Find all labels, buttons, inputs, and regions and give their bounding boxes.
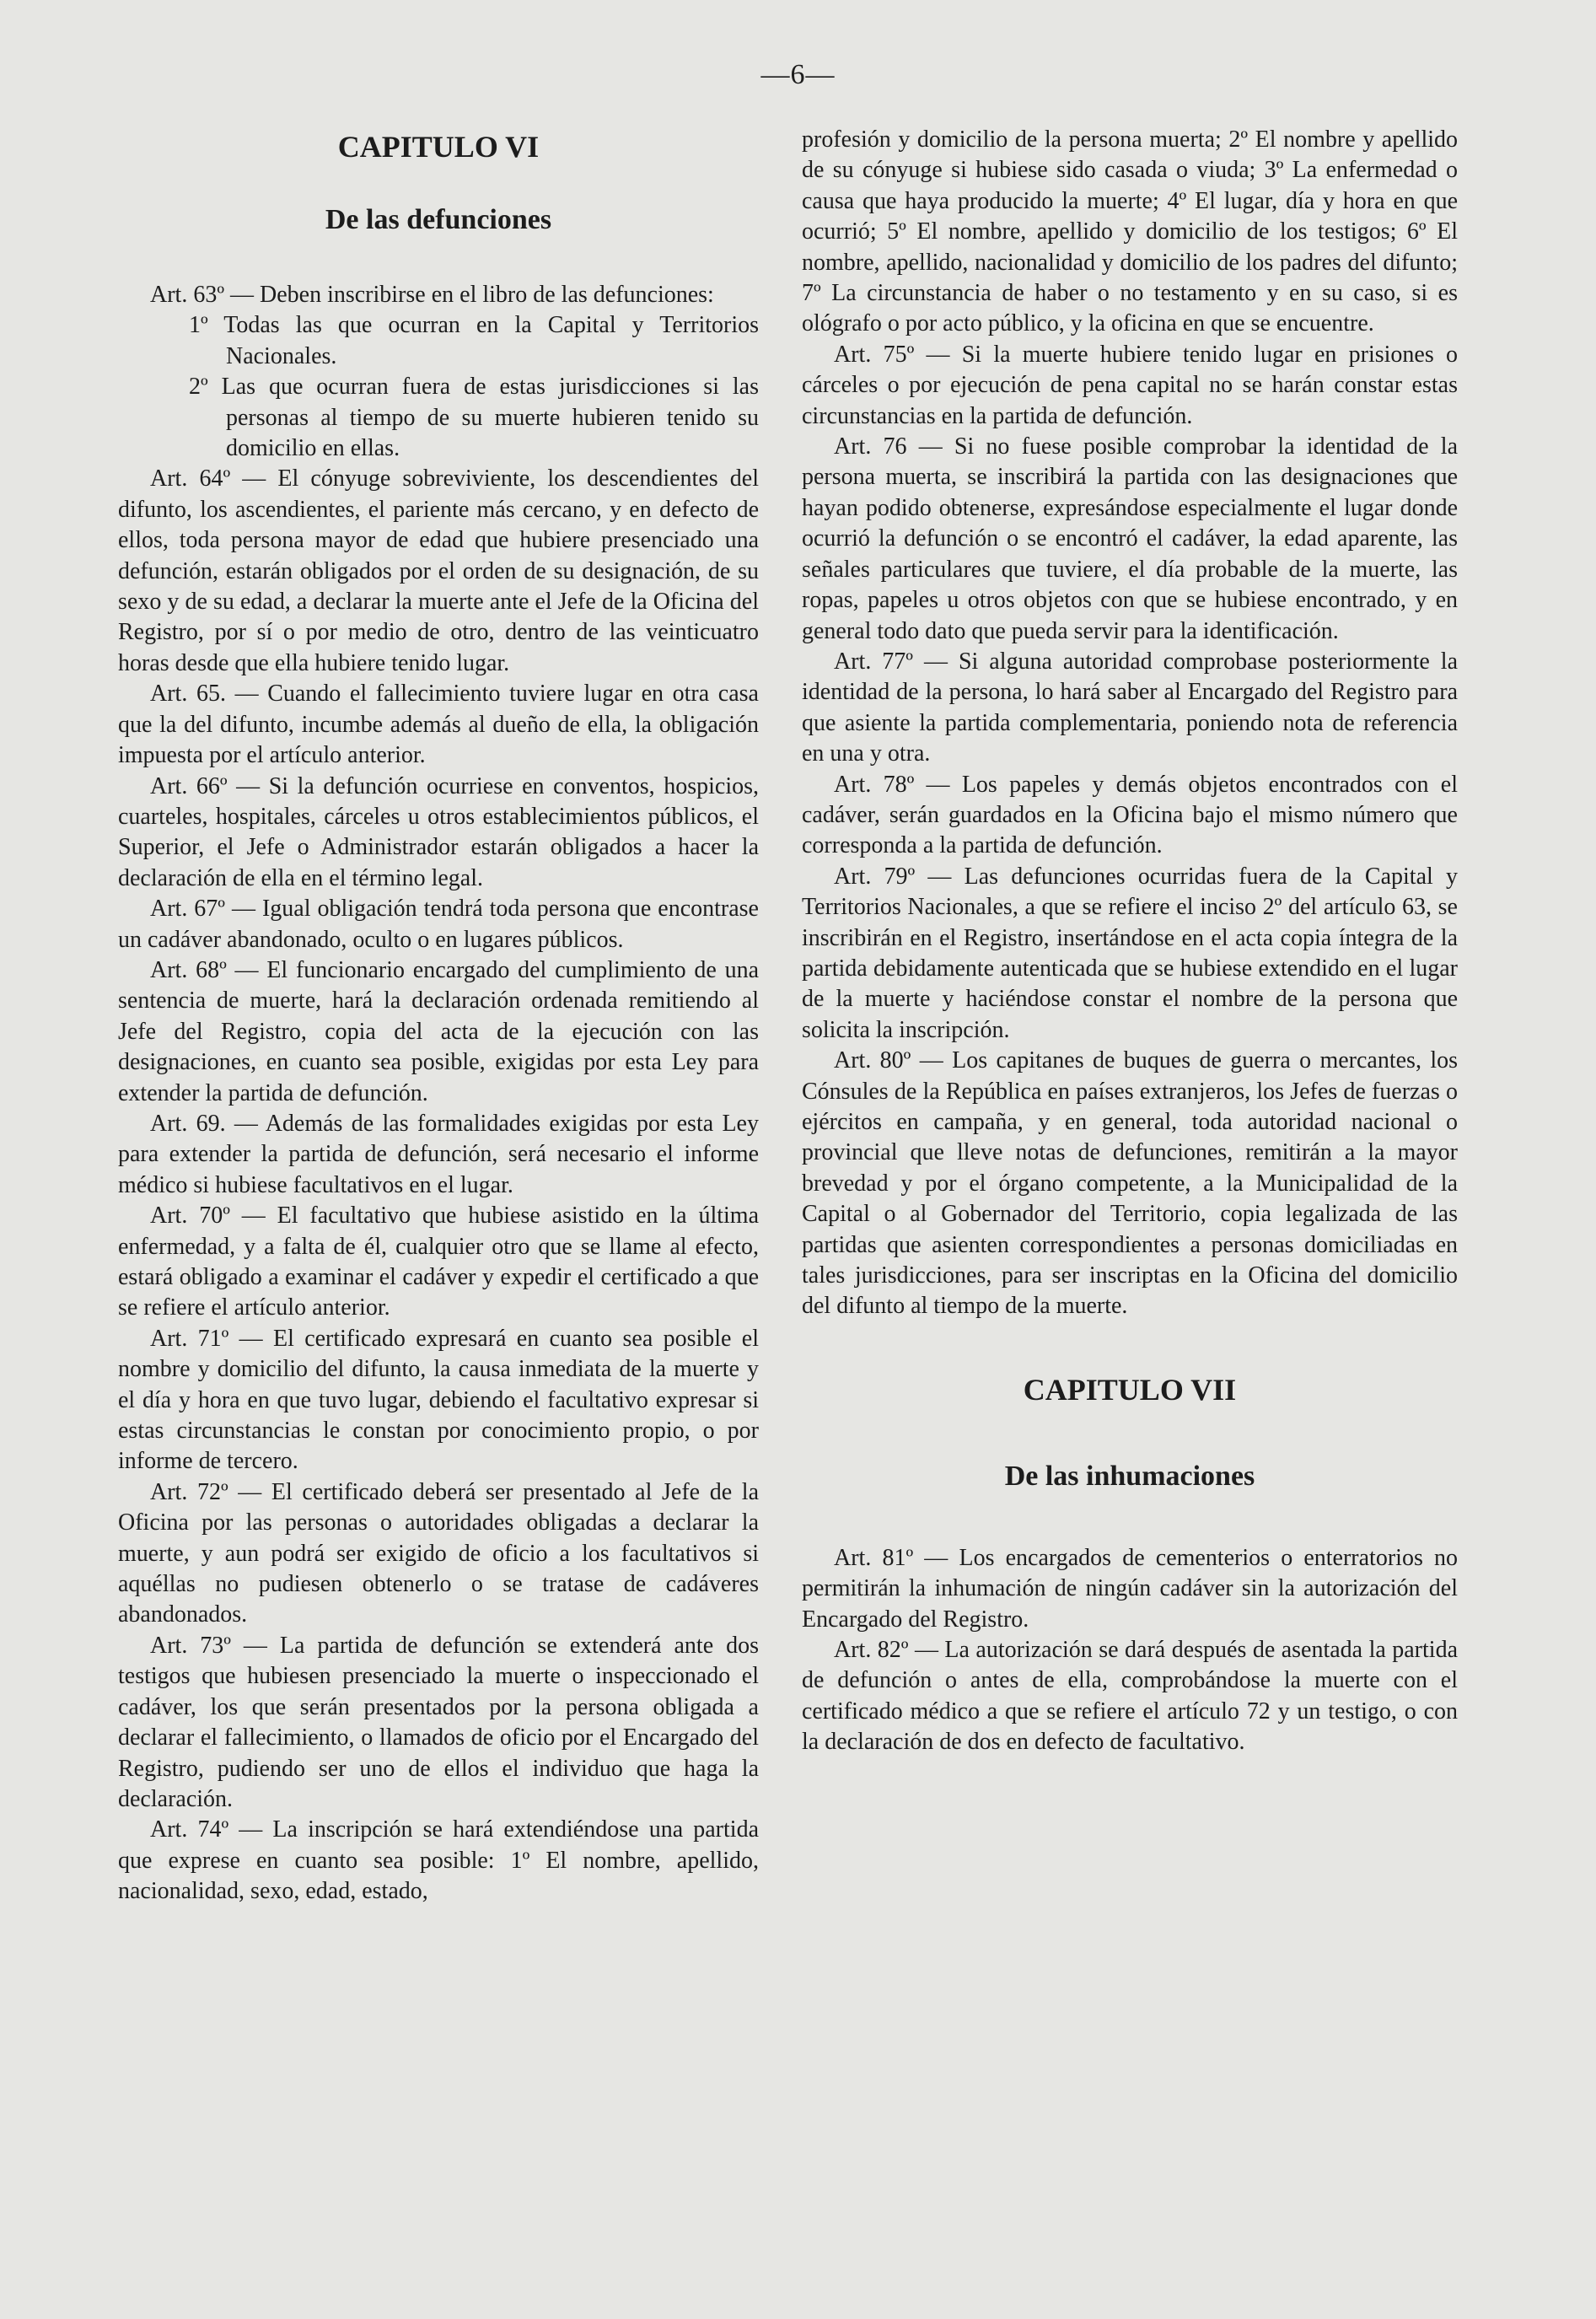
left-column [118, 125, 759, 1907]
article-paragraph: Art. 79º — Las defunciones ocurridas fuera de la Capital y Territorios Nacionales, a que se refiere el inciso 2º del artículo 63, se inscribirán en el Registro, insertándose en el acta copia íntegra de la partida debidamente autenticada que se hubiese extendido en el lugar de la muerte y haciéndose constar el nombre de la persona que solicita la inscripción. [802, 863, 1458, 1043]
article-paragraph: Art. 64º — El cónyuge sobreviviente, los descendientes del difunto, los ascendientes, el pariente más cercano, y en defecto de ellos, toda persona mayor de edad que hubiere presenciado una defunción, estarán obligados por el orden de su designación, de su sexo y de su edad, a declarar la muerte ante el Jefe de la Oficina del Registro, por sí o por medio de otro, dentro de las veinticuatro horas desde que ella hubiere tenido lugar. [118, 465, 759, 676]
chapter-title: CAPITULO VI [337, 130, 540, 164]
article-paragraph: Art. 65. — Cuando el fallecimiento tuviere lugar en otra casa que la del difunto, incumbe además al dueño de ella, la obligación impuesta por el artículo anterior. [118, 681, 759, 769]
article-63-lead: Art. 63º — Deben inscribirse en el libro de las defunciones: [150, 282, 714, 308]
article-paragraph: Art. 82º — La autorización se dará después de asentada la partida de defunción o antes de ella, comprobándose la muerte con el certificado médico a que se refiere el artículo 72 y un testigo, o con la declaración de dos en defecto de facultativo. [802, 1637, 1458, 1756]
article-paragraph: Art. 75º — Si la muerte hubiere tenido lugar en prisiones o cárceles o por ejecución de pena capital no se harán constar estas circunstancias en la partida de defunción. [802, 341, 1458, 429]
article-paragraph: Art. 66º — Si la defunción ocurriese en conventos, hospicios, cuarteles, hospitales, cárceles u otros establecimientos públicos, el Superior, el Jefe o Administrador estarán obligados a hacer la declaración de ella en el término legal. [118, 772, 759, 891]
article-paragraph: Art. 76 — Si no fuese posible comprobar la identidad de la persona muerta, se inscribirá la partida con las designaciones que hayan podido obtenerse, expresándose especialmente el lugar donde ocurrió la defunción o se encontró el cadáver, la edad aparente, las señales particulares que tuviere, el día probable de la muerte, las ropas, papeles u otros objetos con que se hubiese encontrado, y en general todo dato que pueda servir para la identificación. [802, 433, 1458, 644]
article-63-item: 2º Las que ocurran fuera de estas jurisdicciones si las personas al tiempo de su muerte hubieren tenido su domicilio en ellas. [189, 374, 759, 462]
article-paragraph: Art. 72º — El certificado deberá ser presentado al Jefe de la Oficina por las personas o autoridades obligadas a declarar la muerte, y aun podrá ser exigido de oficio a los facultativos si aquéllas no pudiesen obtenerlo o se tratase de cadáveres abandonados. [118, 1478, 759, 1628]
article-paragraph: Art. 69. — Además de las formalidades exigidas por esta Ley para extender la partida de defunción, será necesario el informe médico si hubiese facultativos en el lugar. [118, 1110, 759, 1198]
article-paragraph: Art. 74º — La inscripción se hará extendiéndose una partida que exprese en cuanto sea posible: 1º El nombre, apellido, nacionalidad, sexo, edad, estado, [118, 1816, 759, 1905]
section-title: De las defunciones [325, 204, 552, 235]
right-column [802, 125, 1458, 1758]
article-paragraph: Art. 70º — El facultativo que hubiese asistido en la última enfermedad, y a falta de él, cualquier otro que se llame al efecto, estará obligado a examinar el cadáver y expedir el certificado a que se refiere el artículo anterior. [118, 1203, 759, 1321]
page-number: —6— [760, 59, 836, 90]
article-paragraph: Art. 71º — El certificado expresará en cuanto sea posible el nombre y domicilio del difunto, la causa inmediata de la muerte y el día y hora en que tuvo lugar, debiendo el facultativo expresar si estas circunstancias le constan por conocimiento propio, o por informe de tercero. [118, 1325, 759, 1475]
article-paragraph: Art. 77º — Si alguna autoridad comprobase posteriormente la identidad de la persona, lo hará saber al Encargado del Registro para que asiente la partida complementaria, poniendo nota de referencia en una y otra. [802, 648, 1458, 767]
article-paragraph: Art. 68º — El funcionario encargado del cumplimiento de una sentencia de muerte, hará la declaración ordenada remitiendo al Jefe del Registro, copia del acta de la ejecución con las designaciones, en cuanto sea posible, exigidas por esta Ley para extender la partida de defunción. [118, 956, 759, 1106]
section-title: De las inhumaciones [1004, 1460, 1255, 1492]
article-paragraph: Art. 80º — Los capitanes de buques de guerra o mercantes, los Cónsules de la República en países extranjeros, los Jefes de fuerzas o ejércitos en campaña, y en general, toda autoridad nacional o provincial que lleve notas de defunciones, remitirán a la mayor brevedad y por el órgano competente, a la Municipalidad de la Capital o al Gobernador del Territorio, copia legalizada de las partidas que asienten correspondientes a personas domiciliadas en tales jurisdicciones, para ser inscriptas en la Oficina del domicilio del difunto al tiempo de la muerte. [802, 1047, 1458, 1320]
article-paragraph: Art. 73º — La partida de defunción se extenderá ante dos testigos que hubiesen presenciado la muerte o inspeccionado el cadáver, los que serán presentados por la persona obligada a declarar el fallecimiento, o llamados de oficio por el Encargado del Registro, pudiendo ser uno de ellos el individuo que haga la declaración. [118, 1632, 759, 1812]
chapter-title: CAPITULO VII [1023, 1372, 1237, 1407]
continued-paragraph: profesión y domicilio de la persona muerta; 2º El nombre y apellido de su cónyuge si hubiese sido casada o viuda; 3º La enfermedad o causa que haya producido la muerte; 4º El lugar, día y hora en que ocurrió; 5º El nombre, apellido y domicilio de los testigos; 6º El nombre, apellido, nacionalidad y domicilio de los padres del difunto; 7º La circunstancia de haber o no testamento y en su caso, si es ológrafo o por acto público, y la oficina en que se encuentre. [802, 126, 1458, 337]
article-paragraph: Art. 67º — Igual obligación tendrá toda persona que encontrase un cadáver abandonado, oculto o en lugares públicos. [118, 896, 759, 953]
article-paragraph: Art. 78º — Los papeles y demás objetos encontrados con el cadáver, serán guardados en la Oficina bajo el mismo número que corresponda a la partida de defunción. [802, 771, 1458, 859]
article-paragraph: Art. 81º — Los encargados de cementerios o enterratorios no permitirán la inhumación de ningún cadáver sin la autorización del Encargado del Registro. [802, 1544, 1458, 1633]
article-63-item: 1º Todas las que ocurran en la Capital y Territorios Nacionales. [189, 312, 759, 369]
